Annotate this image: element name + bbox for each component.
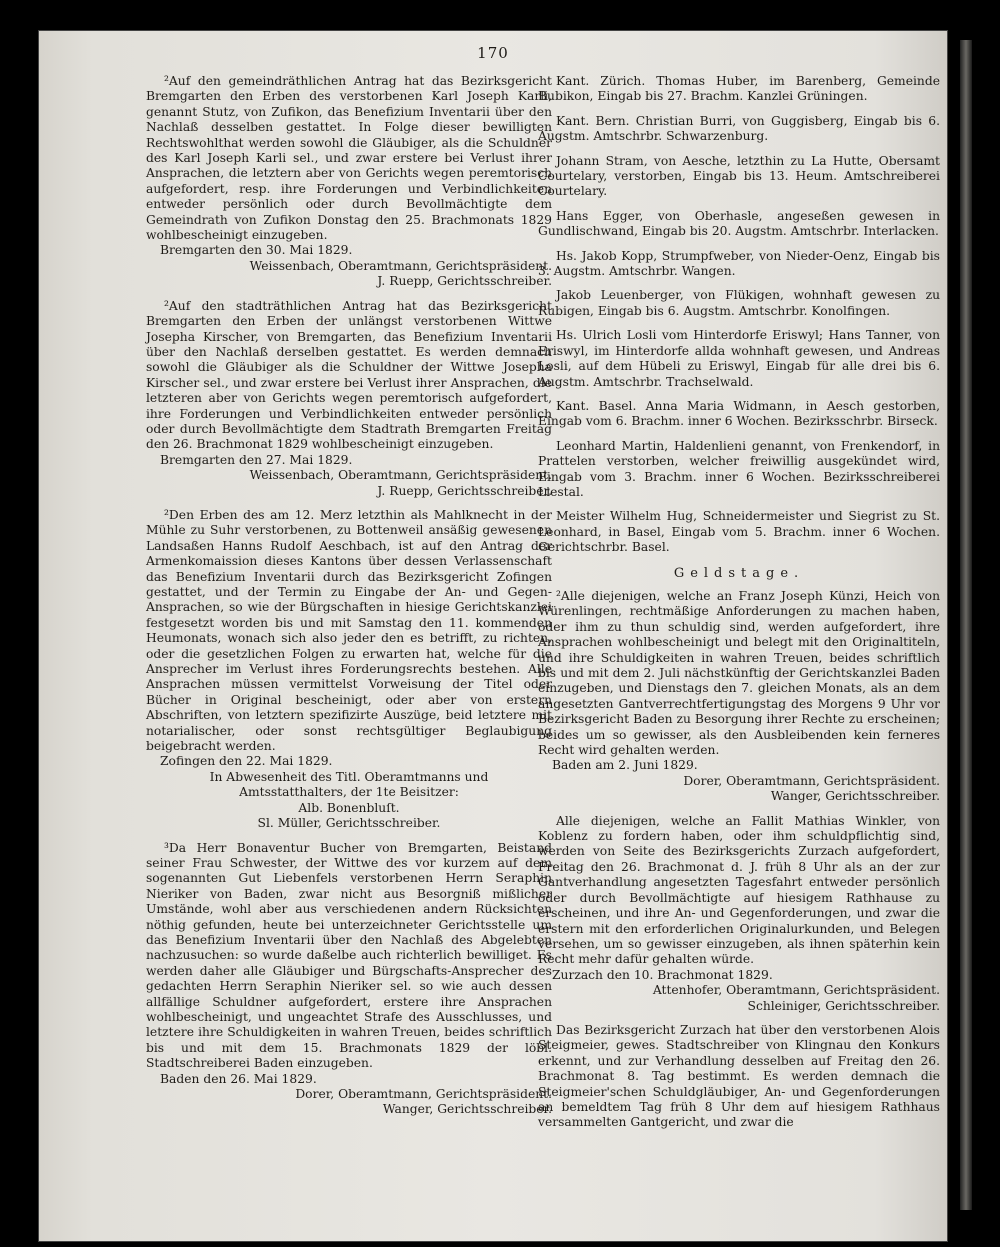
notice-signature: Schleiniger, Gerichtsschreiber. [747,998,940,1013]
notice-date: Baden den 26. Mai 1829. [160,1071,317,1086]
list-item [538,249,940,280]
entry-text: Kant. Bern. Christian Burri, von Guggisberg, Eingab bis 6. Augstm. Amtschrbr. Schwarzenburg. [538,113,940,144]
notice-signature: Wanger, Gerichtsschreiber. [770,789,940,804]
entry-text: Hans Egger, von Oberhasle, angeseßen gewesen in Gundlischwand, Eingab bis 20. Augstm. Amtschrbr. Interlacken. [538,208,940,239]
notice-date: Zofingen den 22. Mai 1829. [160,754,333,769]
notice-signature: J. Ruepp, Gerichtsschreiber. [377,483,552,498]
list-item [538,509,940,555]
list-item [538,288,940,319]
notice [146,74,552,290]
notice-text: ²Auf den gemeindräthlichen Antrag hat das Bezirksgericht Bremgarten den Erben des verstorbenen Karl Joseph Karli, genannt Stutz, von Zufikon, das Benefizium Inventarii über den Nachlaß desselben gestattet. In Folge dieser bewilligten Rechtswohlthat werden sowohl die Gläubiger, als die Schuldner des Karl Joseph Karli sel., und zwar erstere bei Verlust ihrer Ansprachen, die letztern aber von Gerichts wegen peremtorisch aufgefordert, resp. ihre Forderungen und Verbindlichkeiten entweder persönlich oder durch Bevollmächtigte dem Gemeindrath von Zufikon Donstag den 25. Brachmonats 1829 wohlbescheinigt einzugeben. [146,74,552,243]
entry-text: Kant. Zürich. Thomas Huber, im Barenberg, Gemeinde Bubikon, Eingab bis 27. Brachm. Kanzlei Grüningen. [538,74,940,104]
notice-date: Bremgarten den 27. Mai 1829. [160,452,353,467]
notice-signature: J. Ruepp, Gerichtsschreiber. [377,274,552,289]
list-item [538,439,940,501]
notice-text: Das Bezirksgericht Zurzach hat über den verstorbenen Alois Steigmeier, gewes. Stadtschreiber von Klingnau den Konkurs erkennt, und zur Verhandlung desselben auf Freitag den 26. Brachmonat 8. Tag bestimmt. Es werden demnach die Steigmeier'schen Schuldgläubiger, An- und Gegenforderungen an bemeldtem Tag früh 8 Uhr dem auf hiesigem Rathhaus versammelten Gantgericht, und zwar die [538,1022,940,1130]
notice-text: ²Den Erben des am 12. Merz letzthin als Mahlknecht in der Mühle zu Suhr verstorbenen, zu Bottenweil ansäßig gewesenen Landsaßen Hanns Rudolf Aeschbach, ist auf den Antrag der Armenkomaission dieses Kantons über dessen Verlassenschaft das Benefizium Inventarii durch das Bezirksgericht Zofingen gestattet, und der Termin zu Eingabe der An- und Gegen-Ansprachen, so wie der Bürgschaften in hiesige Gerichtskanzlei festgesetzt worden bis und mit Samstag den 11. kommenden Heumonats, wonach sich also jeder den es betrifft, zu richten, oder die gesetzlichen Folgen zu erwarten hat, welche für die Ansprecher im Verlust ihres Forderungsrechts bestehen. Alle Ansprachen müssen vermittelst Vorweisung der Titel oder Bücher in Original bescheinigt, oder aber von erstern Abschriften, von letztern spezifizirte Auszüge, beid letztere mit notarialischer, oder sonst rechtsgültiger Beglaubigung beigebracht werden. [146,507,552,754]
right-column [538,74,940,1140]
notice-signature: Weissenbach, Oberamtmann, Gerichtspräsident. [249,258,552,273]
notice-text: Alle diejenigen, welche an Fallit Mathias Winkler, von Koblenz zu fordern haben, oder ihm schuldpflichtig sind, werden von Seite des Bezirksgerichts Zurzach aufgefordert, Freitag den 26. Brachmonat d. J. früh 8 Uhr als an der zur Gantverhandlung angesetzten Tagesfahrt entweder persönlich oder durch Bevollmächtigte auf hiesigem Rathhause zu erscheinen, und ihre An- und Gegenforderungen, und zwar die erstern mit den erforderlichen Originalurkunden, und Belegen versehen, um so gewisser einzugeben, als ihnen späterhin kein Recht mehr dafür gehalten würde. [538,813,940,967]
notice-text: ²Auf den stadträthlichen Antrag hat das Bezirksgericht Bremgarten den Erben der unlängst verstorbenen Wittwe Josepha Kirscher, von Bremgarten, das Benefizium Inventarii über den Nachlaß derselben gestattet. Es werden demnach sowohl die Gläubiger als die Schuldner der Wittwe Josepha Kirscher sel., und zwar erstere bei Verlust ihrer Ansprachen, die letzteren aber von Gerichts wegen peremtorisch aufgefordert, ihre Forderungen und Verbindlichkeiten entweder persönlich oder durch Bevollmächtigte dem Stadtrath Bremgarten Freitag den 26. Brachmonat 1829 wohlbescheinigt einzugeben. [146,298,552,452]
notice [146,299,552,499]
notice-signature: Wanger, Gerichtsschreiber. [382,1102,552,1117]
notice-text: ²Alle diejenigen, welche an Franz Joseph Künzi, Heich von Würenlingen, rechtmäßige Anforderungen zu machen haben, oder ihm zu thun schuldig sind, werden aufgefordert, ihre Ansprachen wohlbescheinigt und belegt mit den Originaltiteln, und ihre Schuldigkeiten in wahren Treuen, beides schriftlich bis und mit dem 2. Juli nächstkünftig der Gerichtskanzlei Baden einzugeben, und Dienstags den 7. gleichen Monats, als an dem angesetzten Gantverrechtfertigungstag des Morgens 9 Uhr vor Bezirksgericht Baden zu Besorgung ihrer Rechte zu erscheinen; beides um so gewisser, als den Ausbleibenden kein ferneres Recht wird gehalten werden. [538,588,940,758]
notice-text: ³Da Herr Bonaventur Bucher von Bremgarten, Beistand seiner Frau Schwester, der Wittwe des vor kurzem auf dem sogenannten Gut Liebenfels verstorbenen Herrn Seraphin Nieriker von Baden, zwar nicht aus Besorgniß mißlicher Umstände, wohl aber aus verschiedenen andern Rücksichten nöthig gefunden, heute bei unterzeichneter Gerichtsstelle um das Benefizium Inventarii über den Nachlaß des Abgelebten nachzusuchen: so wurde daßelbe auch richterlich bewilliget. Es werden daher alle Gläubiger und Bürgschafts-Ansprecher des gedachten Herrn Seraphin Nieriker sel. so wie auch dessen allfällige Schuldner aufgefordert, erstere ihre Ansprachen wohlbescheinigt, und ungeachtet Strafe des Ausschlusses, und letztere ihre Schuldigkeiten in wahren Treuen, beides schriftlich bis und mit dem 15. Brachmonats 1829 der löbl. Stadtschreiberei Baden einzugeben. [146,840,552,1071]
notice [538,589,940,805]
notice-signature: Dorer, Oberamtmann, Gerichtspräsident. [683,773,940,788]
list-item [538,399,940,430]
list-item [538,114,940,145]
notice [146,508,552,832]
notice [538,1023,940,1131]
entry-text: Meister Wilhelm Hug, Schneidermeister und Siegrist zu St. Leonhard, in Basel, Eingab vom 5. Brachm. inner 6 Wochen. Gerichtschrbr. Basel. [538,509,940,555]
page-number: 170 [477,44,509,62]
notice-date: Bremgarten den 30. Mai 1829. [160,243,353,258]
page-fold-shadow [960,40,972,1210]
notice-signature: Alb. Bonenbluſt. [298,800,400,815]
notice-signature: Dorer, Oberamtmann, Gerichtspräsident. [295,1087,552,1101]
newspaper-page [38,30,948,1242]
notice [146,841,552,1118]
list-item [538,74,940,105]
notice-signature: Sl. Müller, Gerichtsschreiber. [257,816,441,831]
entry-text: Kant. Basel. Anna Maria Widmann, in Aesch gestorben, Eingab vom 6. Brachm. inner 6 Wochen. Bezirksschrbr. Birseck. [538,398,940,429]
list-item [538,328,940,390]
left-column [146,74,552,1127]
notice-signature: Weissenbach, Oberamtmann, Gerichtspräsident. [249,468,552,483]
entry-text: Jakob Leuenberger, von Flükigen, wohnhaft gewesen zu Rubigen, Eingab bis 6. Augstm. Amtschrbr. Konolfingen. [538,288,940,318]
list-item [538,154,940,200]
list-item [538,209,940,240]
notice-signature: Attenhofer, Oberamtmann, Gerichtspräsident. [652,983,940,998]
section-heading: Geldstage. [673,565,805,581]
notice-note: Amtsstatthalters, der 1te Beisitzer: [239,785,459,800]
entry-text: Hs. Jakob Kopp, Strumpfweber, von Nieder-Oenz, Eingab bis 3. Augstm. Amtschrbr. Wangen. [538,248,940,279]
notice [538,814,940,1014]
entry-text: Hs. Ulrich Losli vom Hinterdorfe Eriswyl; Hans Tanner, von Eriswyl, im Hinterdorfe allda wohnhaft gewesen, und Andreas Losli, auf dem Hübeli zu Eriswyl, Eingab für alle drei bis 6. Augstm. Amtschrbr. Trachselwald. [538,328,940,389]
entry-text: Johann Stram, von Aesche, letzthin zu La Hutte, Obersamt Courtelary, verstorben, Eingab bis 13. Heum. Amtschreiberei Courtelary. [538,153,940,199]
notice-date: Baden am 2. Juni 1829. [552,758,698,773]
entry-text: Leonhard Martin, Haldenlieni genannt, von Frenkendorf, in Prattelen verstorben, welcher freiwillig ausgekündet wird, Eingab vom 3. Brachm. inner 6 Wochen. Bezirksschreiberei Liestal. [538,438,940,499]
notice-note: In Abwesenheit des Titl. Oberamtmanns und [209,769,489,784]
notice-date: Zurzach den 10. Brachmonat 1829. [552,967,773,982]
